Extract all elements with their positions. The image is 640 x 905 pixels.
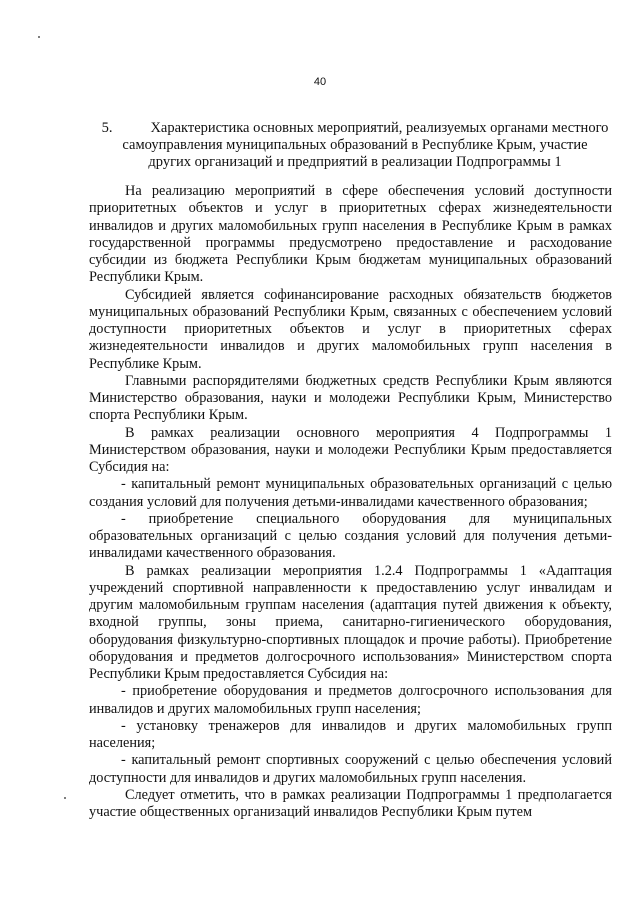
document-body xyxy=(89,183,612,821)
scan-speck xyxy=(38,36,40,38)
section-title: Характеристика основных мероприятий, реализуемых органами местного самоуправления муниципальных образований в Республике Крым, участие других организаций и предприятий в реализации Подпрограммы 1 xyxy=(122,120,609,170)
page-number: 40 xyxy=(313,76,327,88)
paragraph: Главными распорядителями бюджетных средств Республики Крым являются Министерство образования, науки и молодежи Республики Крым, Министерство спорта Республики Крым. xyxy=(89,372,612,424)
list-item: - капитальный ремонт спортивных сооружений с целью обеспечения условий доступности для инвалидов и других маломобильных групп населения. xyxy=(89,752,612,786)
paragraph: В рамках реализации мероприятия 1.2.4 Подпрограммы 1 «Адаптация учреждений спортивной направленности к предоставлению услуг инвалидам и другим маломобильным группам населения (адаптация путей движения к объекту, входной группы, зоны приема, санитарно-гигиенического оборудования, оборудования физкультурно-спортивных площадок и прочие работы). Приобретение оборудования и предметов долгосрочного использования» Министерством спорта Республики Крым предоставляется Субсидия на: xyxy=(89,562,612,682)
list-item: - приобретение оборудования и предметов долгосрочного использования для инвалидов и других маломобильных групп населения; xyxy=(89,683,612,717)
list-item: - установку тренажеров для инвалидов и других маломобильных групп населения; xyxy=(89,717,612,751)
paragraph: Следует отметить, что в рамках реализации Подпрограммы 1 предполагается участие общественных организаций инвалидов Республики Крым путем xyxy=(89,786,612,820)
paragraph: На реализацию мероприятий в сфере обеспечения условий доступности приоритетных объектов и услуг в приоритетных сферах жизнедеятельности инвалидов и других маломобильных групп населения в Республике Крым в рамках государственной программы предусмотрено предоставление и расходование субсидии из бюджета Республики Крым бюджетам муниципальных образований Республики Крым. xyxy=(89,183,612,286)
section-heading xyxy=(100,120,610,171)
paragraph: В рамках реализации основного мероприятия 4 Подпрограммы 1 Министерством образования, науки и молодежи Республики Крым предоставляется Субсидия на: xyxy=(89,424,612,475)
list-item: - капитальный ремонт муниципальных образовательных организаций с целью создания условий для получения детьми-инвалидами качественного образования; xyxy=(89,476,612,510)
paragraph: Субсидией является софинансирование расходных обязательств бюджетов муниципальных образований Республики Крым, связанных с обеспечением условий доступности приоритетных объектов и услуг в приоритетных сферах жизнедеятельности инвалидов и других маломобильных групп населения в Республике Крым. xyxy=(89,286,612,372)
list-item: - приобретение специального оборудования для муниципальных образовательных организаций с целью создания условий для получения детьми-инвалидами качественного образования. xyxy=(89,510,612,562)
section-number: 5. xyxy=(101,120,113,136)
scan-speck xyxy=(64,797,66,799)
